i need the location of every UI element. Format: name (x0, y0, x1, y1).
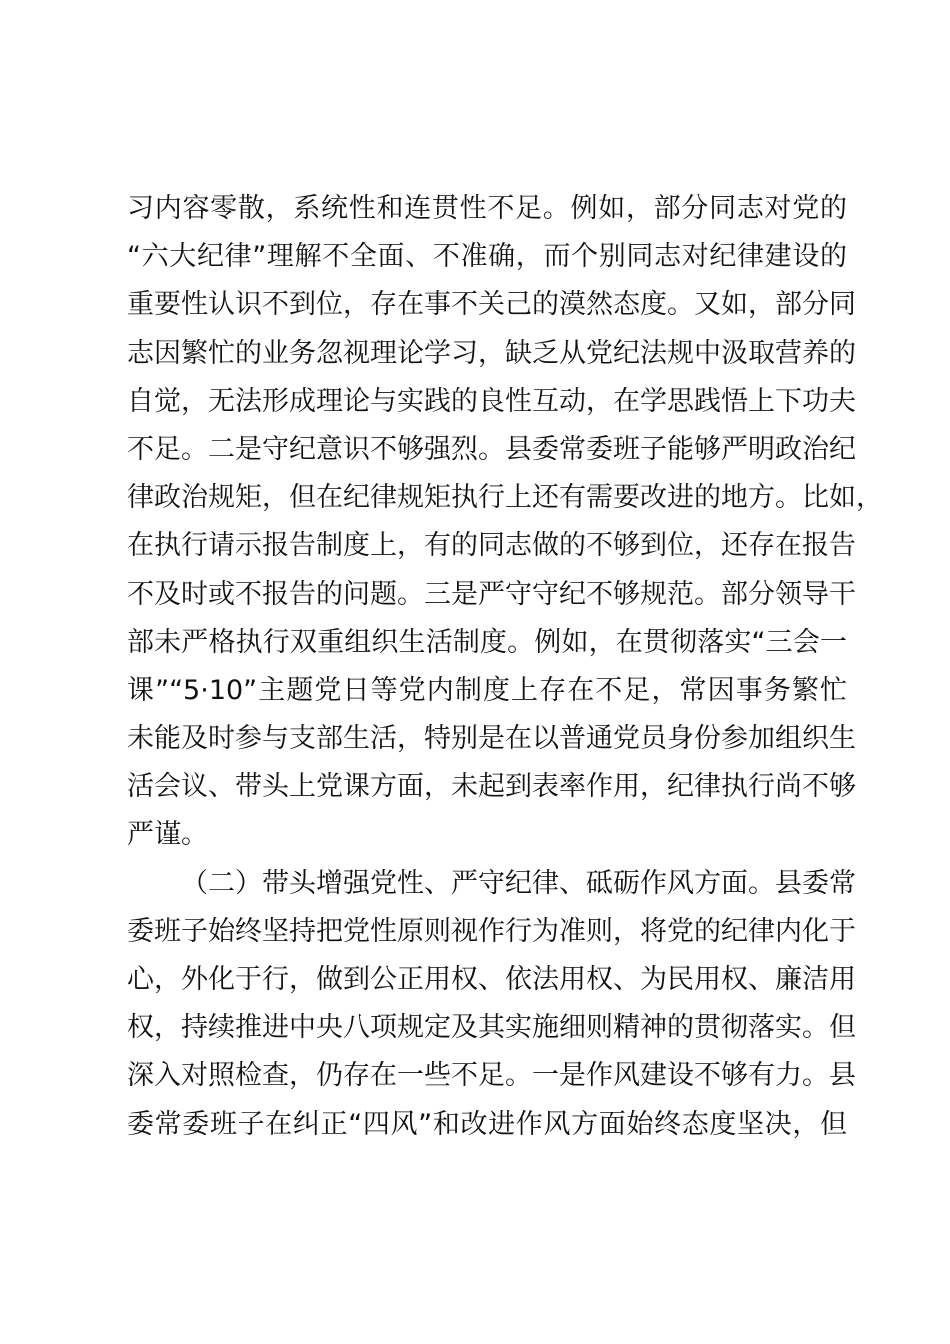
body-text (127, 185, 883, 1149)
text-line: 未能及时参与支部生活，特别是在以普通党员身份参加组织生 (127, 723, 856, 755)
text-line: 权，持续推进中央八项规定及其实施细则精神的贯彻落实。但 (127, 1012, 856, 1044)
text-line: 不足。二是守纪意识不够强烈。县委常委班子能够严明政治纪 (127, 433, 856, 465)
text-line: 课”“5·10”主题党日等党内制度上存在不足，常因事务繁忙 (127, 674, 847, 706)
text-line: 重要性认识不到位，存在事不关己的漠然态度。又如，部分同 (127, 289, 856, 321)
text-line: 严谨。 (127, 819, 208, 851)
text-line: 委常委班子在纠正“四风”和改进作风方面始终态度坚决，但 (127, 1108, 847, 1140)
text-line: 自觉，无法形成理论与实践的良性互动，在学思践悟上下功夫 (127, 385, 856, 417)
text-line: 委班子始终坚持把党性原则视作行为准则，将党的纪律内化于 (127, 915, 856, 947)
text-line: “六大纪律”理解不全面、不准确，而个别同志对纪律建设的 (127, 241, 847, 273)
section-heading-line: （二）带头增强党性、严守纪律、砥砺作风方面。县委常 (181, 867, 856, 899)
text-line: 习内容零散，系统性和连贯性不足。例如，部分同志对党的 (127, 193, 847, 224)
text-line: 律政治规矩，但在纪律规矩执行上还有需要改进的地方。比如， (127, 482, 883, 514)
text-line: 深入对照检查，仍存在一些不足。一是作风建设不够有力。县 (127, 1060, 856, 1092)
text-line: 在执行请示报告制度上，有的同志做的不够到位，还存在报告 (127, 530, 856, 562)
text-line: 心，外化于行，做到公正用权、依法用权、为民用权、廉洁用 (127, 964, 856, 995)
text-line: 不及时或不报告的问题。三是严守守纪不够规范。部分领导干 (127, 578, 856, 610)
text-line: 活会议、带头上党课方面，未起到表率作用，纪律执行尚不够 (127, 771, 856, 803)
text-line: 志因繁忙的业务忽视理论学习，缺乏从党纪法规中汲取营养的 (127, 337, 856, 369)
text-line: 部未严格执行双重组织生活制度。例如，在贯彻落实“三会一 (127, 626, 847, 658)
